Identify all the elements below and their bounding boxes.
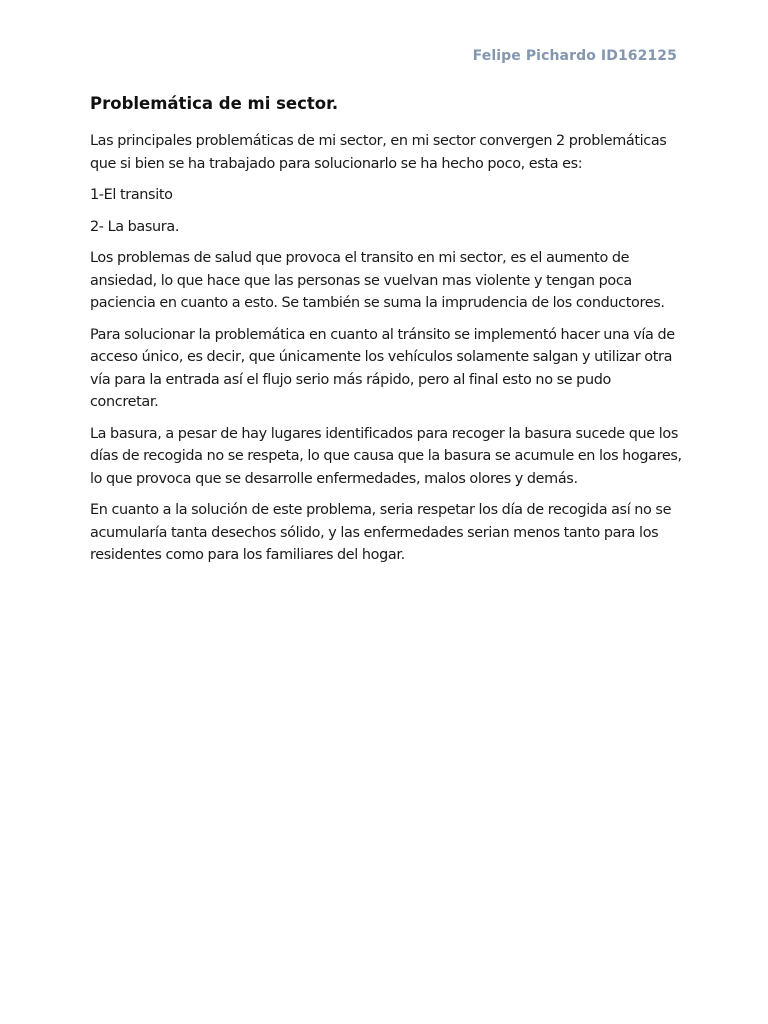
document-title: Problemática de mi sector. (90, 94, 339, 113)
list-item-basura: 2- La basura. (90, 218, 180, 235)
paragraph-traffic-solution: Para solucionar la problemática en cuanto al tránsito se implementó hacer una vía de acceso único, es decir, que únicamente los vehículos solamente salgan y utilizar otra vía para la entrada así el flujo serio más rápido, pero al final esto no se pudo concretar. (90, 326, 675, 410)
paragraph-garbage: La basura, a pesar de hay lugares identificados para recoger la basura sucede que los días de recogida no se respeta, lo que causa que la basura se acumule en los hogares, lo que provoca que se desarrolle enfermedades, malos olores y demás. (90, 425, 682, 487)
list-item-transito: 1-El transito (90, 187, 173, 203)
paragraph-intro: Las principales problemáticas de mi sector, en mi sector convergen 2 problemáticas que si bien se ha trabajado para solucionarlo se ha hecho poco, esta es: (90, 133, 667, 172)
paragraph-health-problems: Los problemas de salud que provoca el transito en mi sector, es el aumento de ansiedad, lo que hace que las personas se vuelvan mas violente y tengan poca paciencia en cuanto a esto. Se también se suma la imprudencia de los conductores. (90, 250, 665, 311)
document-body (90, 92, 682, 576)
header-author: Felipe Pichardo ID162125 (472, 48, 677, 64)
paragraph-garbage-solution: En cuanto a la solución de este problema, seria respetar los día de recogida así no se acumularía tanta desechos sólido, y las enfermedades serian menos tanto para los residentes como para los familiares del hogar. (90, 502, 672, 563)
